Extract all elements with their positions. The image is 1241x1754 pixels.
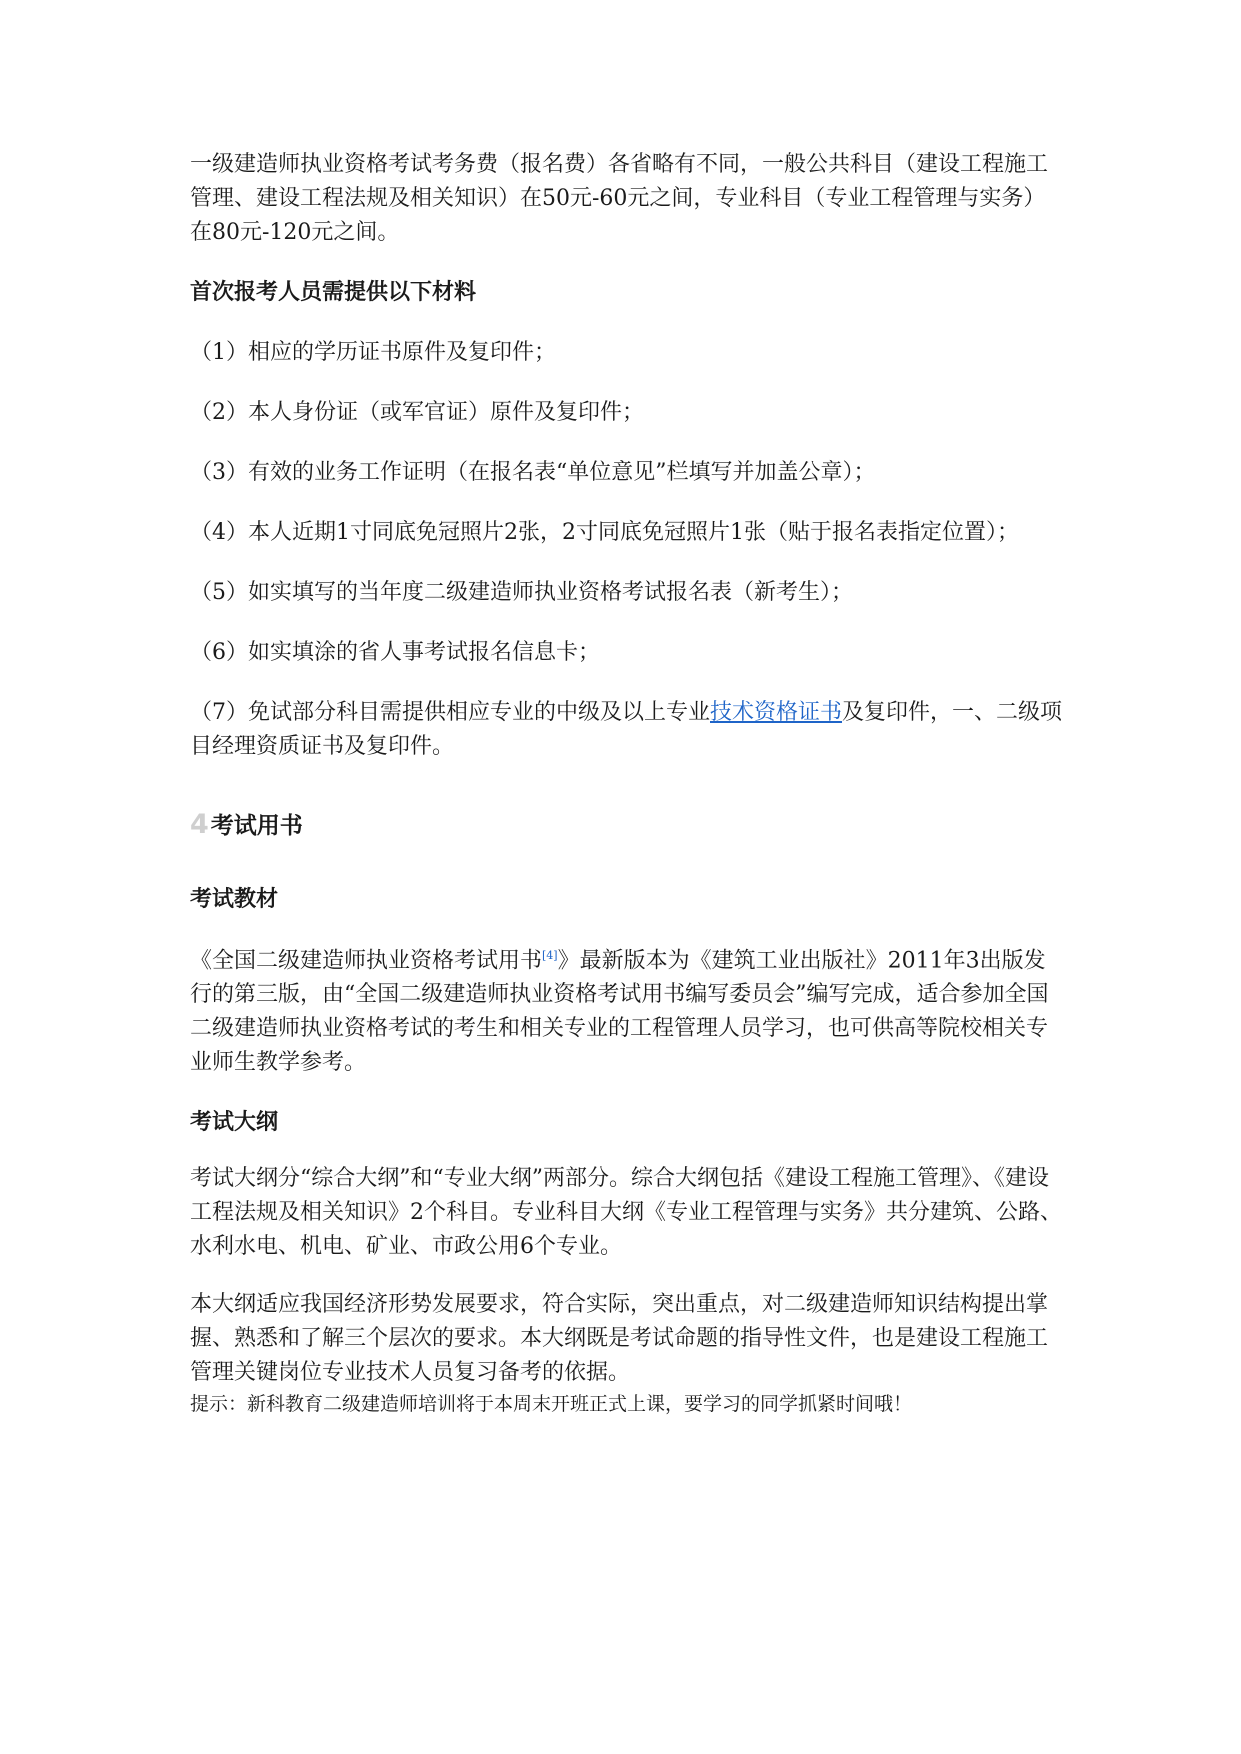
material-item-4: （4）本人近期1寸同底免冠照片2张，2寸同底免冠照片1张（贴于报名表指定位置）； [190, 520, 1019, 545]
material-item-7 [190, 696, 1065, 764]
syllabus-paragraph-2: 本大纲适应我国经济形势发展要求，符合实际，突出重点，对二级建造师知识结构提出掌握、熟悉和了解三个层次的要求。本大纲既是考试命题的指导性文件，也是建设工程施工管理关键岗位专业技术人员复习备考的依据。 [190, 1292, 1049, 1386]
material-item-3: （3）有效的业务工作证明（在报名表“单位意见”栏填写并加盖公章）； [190, 460, 876, 485]
section-number: 4 [190, 809, 209, 840]
reference-link[interactable]: [4] [542, 949, 558, 962]
textbook-text-end: 》最新版本为《建筑工业出版社》2011年3出版发行的第三版，由“全国二级建造师执业资格考试用书编写委员会”编写完成，适合参加全国二级建造师执业资格考试的考生和相关专业的工程管理人员学习，也可供高等院校相关专业师生教学参考。 [190, 948, 1049, 1076]
textbook-heading: 考试教材 [190, 887, 279, 912]
material-item-7-text: （7）免试部分科目需提供相应专业的中级及以上专业 [190, 700, 710, 725]
syllabus-heading: 考试大纲 [190, 1110, 279, 1136]
material-item-6: （6）如实填涂的省人事考试报名信息卡； [190, 640, 600, 665]
exam-fee-paragraph: 一级建造师执业资格考试考务费（报名费）各省略有不同，一般公共科目（建设工程施工管理、建设工程法规及相关知识）在50元-60元之间，专业科目（专业工程管理与实务）在80元-120元之间。 [190, 152, 1049, 245]
document-page [190, 148, 1065, 1418]
material-item-2: （2）本人身份证（或军官证）原件及复印件； [190, 400, 644, 425]
material-item-5: （5）如实填写的当年度二级建造师执业资格考试报名表（新考生）； [190, 580, 853, 605]
textbook-text-start: 《全国二级建造师执业资格考试用书 [190, 948, 543, 974]
materials-heading: 首次报考人员需提供以下材料 [190, 280, 477, 305]
material-item-1: （1）相应的学历证书原件及复印件； [190, 340, 556, 365]
technical-certificate-link[interactable]: 技术资格证书 [710, 700, 843, 725]
section-4-heading [190, 808, 1065, 843]
training-tip: 提示：新科教育二级建造师培训将于本周末开班正式上课，要学习的同学抓紧时间哦！ [190, 1393, 913, 1416]
textbook-paragraph [190, 939, 1065, 1080]
material-item-7-text-end: 及复印件，一、二级项目经理资质证书及复印件。 [190, 700, 1063, 759]
syllabus-paragraph-1: 考试大纲分“综合大纲”和“专业大纲”两部分。综合大纲包括《建设工程施工管理》、《建设工程法规及相关知识》2个科目。专业科目大纲《专业工程管理与实务》共分建筑、公路、水利水电、机电、矿业、市政公用6个专业。 [190, 1166, 1062, 1260]
section-title: 考试用书 [210, 813, 303, 839]
